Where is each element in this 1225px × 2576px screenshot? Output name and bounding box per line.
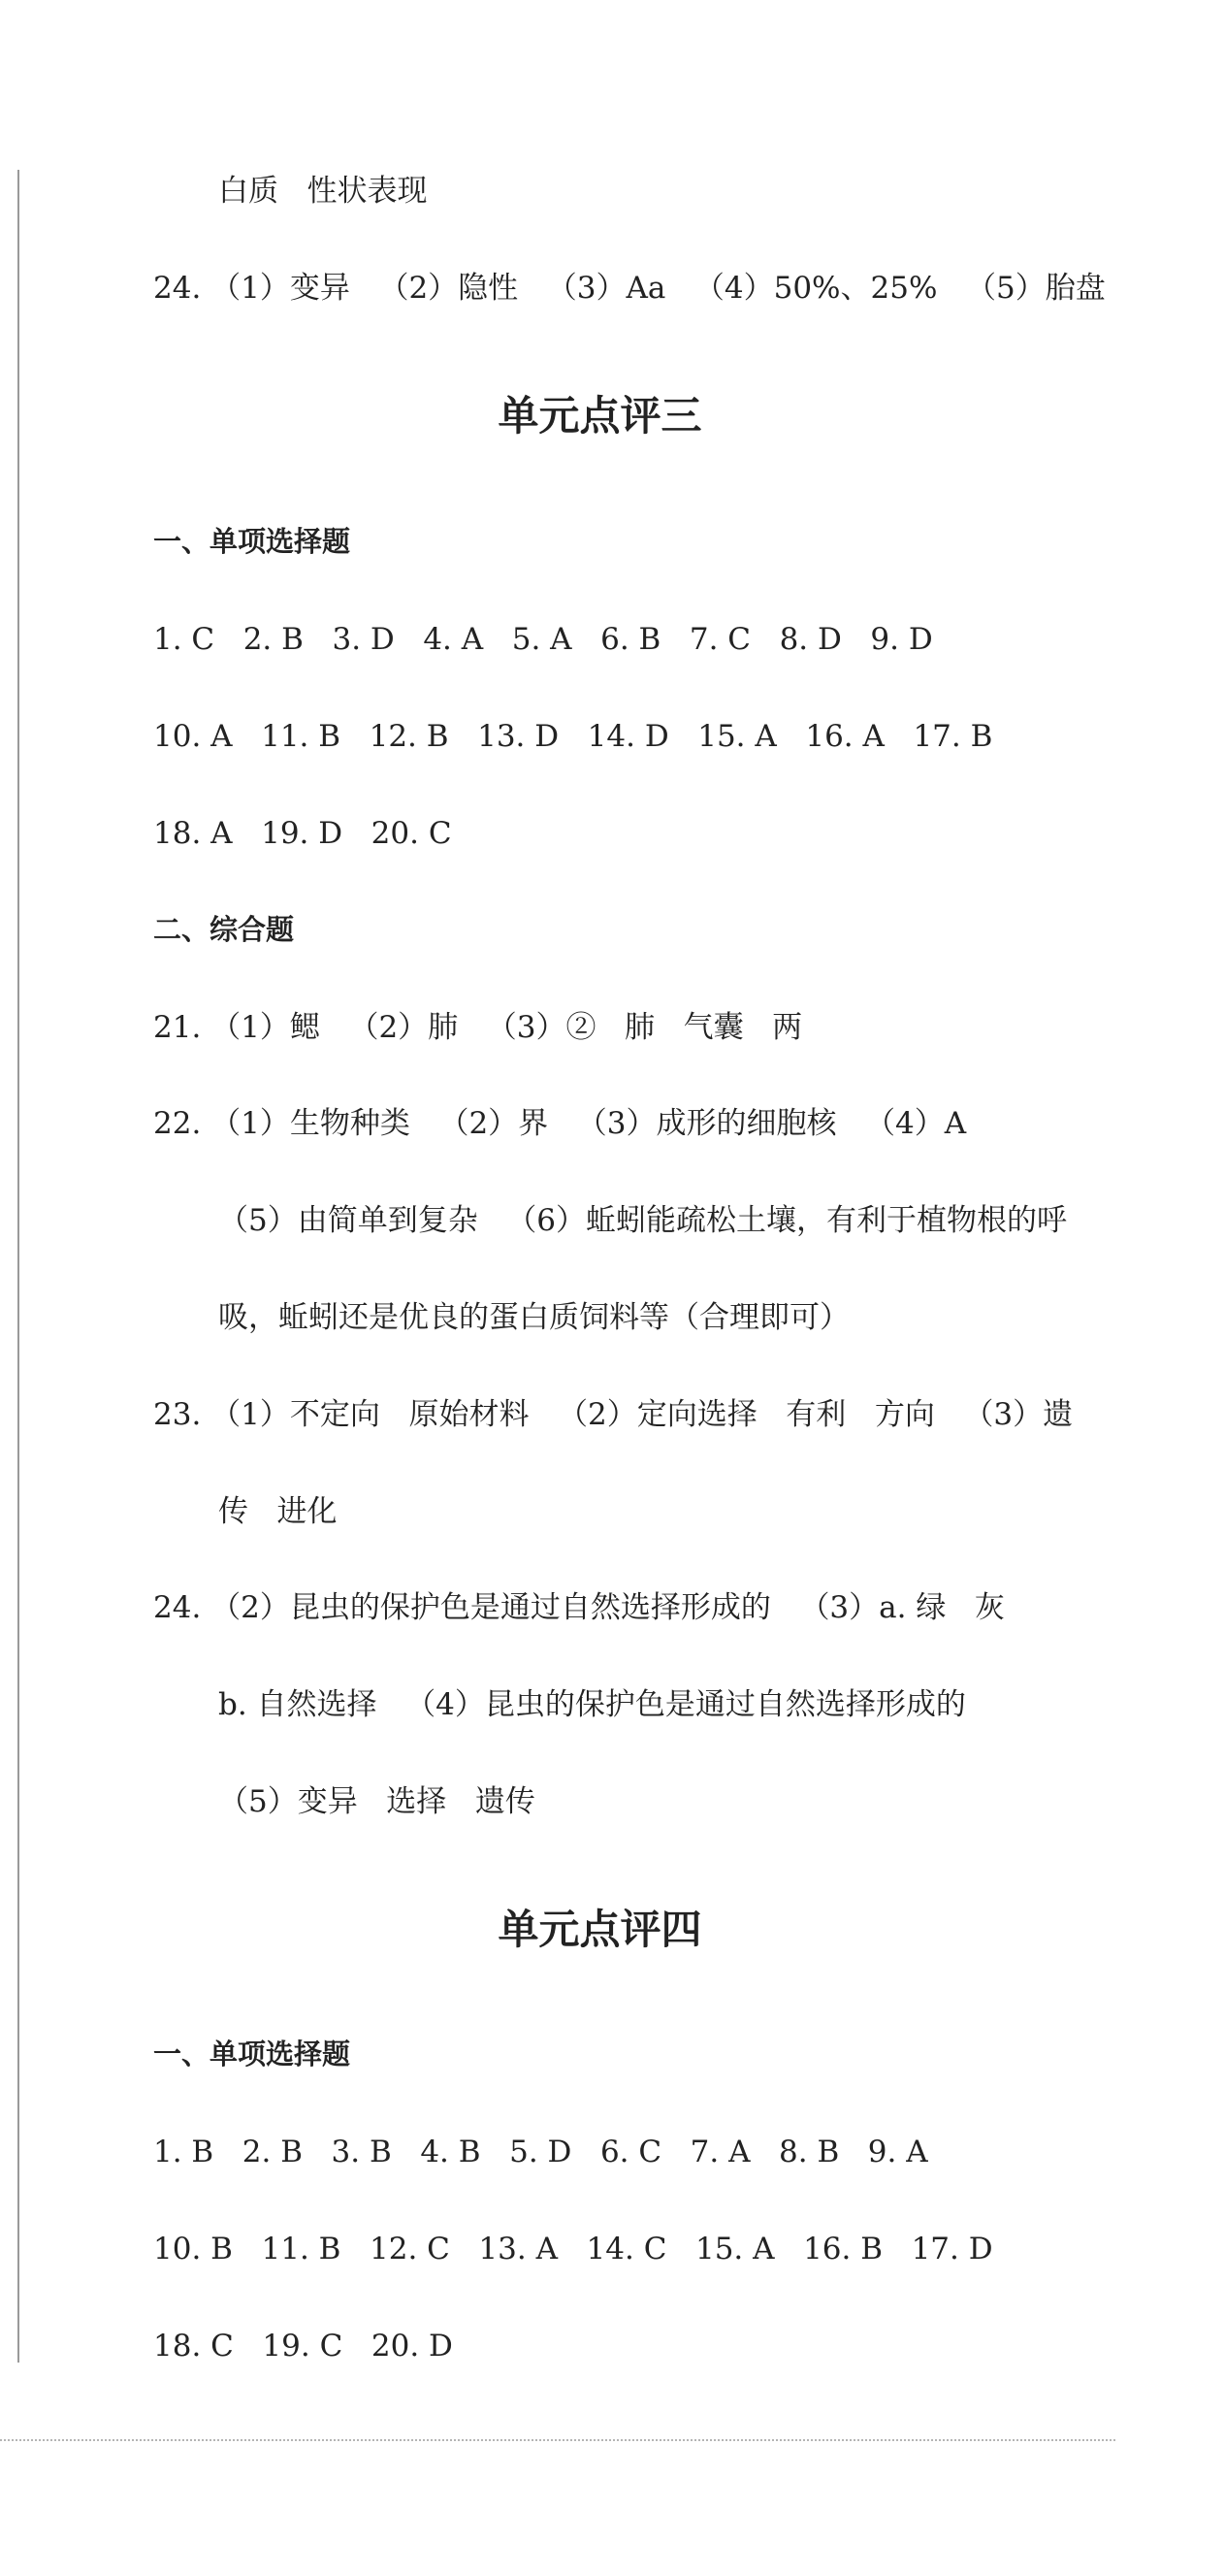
answer-24-line-1: 24. （2）昆虫的保护色是通过自然选择形成的 （3）a. 绿 灰	[153, 1590, 1005, 1625]
answer-24-line-2: b. 自然选择 （4）昆虫的保护色是通过自然选择形成的	[218, 1687, 966, 1722]
answer-21: 21. （1）鳃 （2）肺 （3）② 肺 气囊 两	[153, 1010, 803, 1045]
unit3-single-choice-heading: 一、单项选择题	[153, 525, 351, 558]
answer-24-prev: 24. （1）变异 （2）隐性 （3）Aa （4）50%、25% （5）胎盘	[153, 271, 1106, 306]
unit4-choice-row-2: 10. B 11. B 12. C 13. A 14. C 15. A 16. B 17. D	[153, 2232, 993, 2266]
answer-23-line-1: 23. （1）不定向 原始材料 （2）定向选择 有利 方向 （3）遗	[153, 1397, 1074, 1432]
unit3-choice-row-2: 10. A 11. B 12. B 13. D 14. D 15. A 16. A 17. B	[153, 719, 993, 754]
unit4-choice-row-1: 1. B 2. B 3. B 4. B 5. D 6. C 7. A 8. B 9. A	[153, 2135, 928, 2169]
bottom-dotted-rule	[0, 2439, 1115, 2441]
unit3-comprehensive-heading: 二、综合题	[153, 913, 295, 946]
section-title-unit3: 单元点评三	[498, 392, 702, 440]
unit3-choice-row-3: 18. A 19. D 20. C	[153, 816, 452, 851]
answer-23-line-2: 传 进化	[218, 1494, 338, 1529]
unit4-choice-row-3: 18. C 19. C 20. D	[153, 2329, 453, 2364]
answer-22-line-3: 吸，蚯蚓还是优良的蛋白质饲料等（合理即可）	[218, 1300, 850, 1335]
answer-24-line-3: （5）变异 选择 遗传	[218, 1784, 535, 1819]
answer-22-line-2: （5）由简单到复杂 （6）蚯蚓能疏松土壤，有利于植物根的呼	[218, 1203, 1068, 1238]
continued-line-1: 白质 性状表现	[218, 174, 428, 209]
answer-22-line-1: 22. （1）生物种类 （2）界 （3）成形的细胞核 （4）A	[153, 1106, 967, 1141]
unit4-single-choice-heading: 一、单项选择题	[153, 2038, 351, 2071]
unit3-choice-row-1: 1. C 2. B 3. D 4. A 5. A 6. B 7. C 8. D 9. D	[153, 622, 933, 657]
left-margin-line	[17, 170, 19, 2363]
section-title-unit4: 单元点评四	[498, 1906, 702, 1953]
